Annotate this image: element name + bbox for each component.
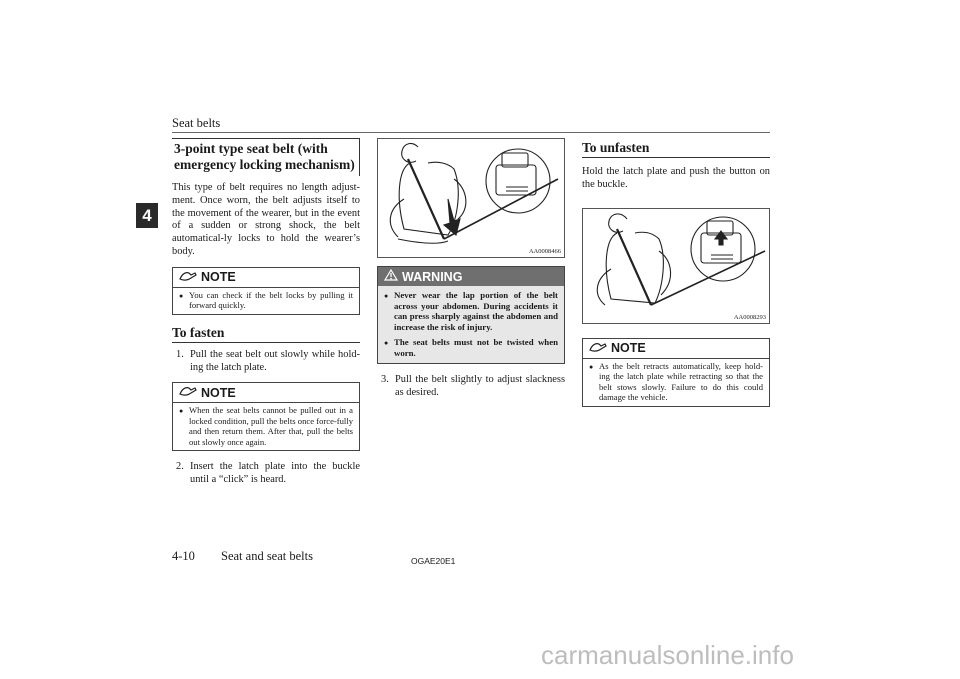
- section-heading-box: [172, 138, 360, 176]
- bullet-icon: ●: [589, 362, 594, 371]
- bullet-icon: ●: [179, 407, 184, 416]
- note-title: [173, 383, 359, 403]
- footer-doc-code: OGAE20E1: [411, 556, 456, 566]
- note-label: NOTE: [611, 341, 646, 356]
- subheading-to-fasten: To fasten: [172, 325, 360, 343]
- note-hand-icon: [589, 341, 607, 356]
- chapter-tab: 4: [136, 203, 158, 228]
- note-hand-icon: [179, 385, 197, 400]
- figure-code: AA0008293: [733, 313, 766, 321]
- step-1: 1. Pull the seat belt out slowly while hold-ing the latch plate.: [176, 348, 360, 373]
- subheading-to-unfasten: To unfasten: [582, 140, 770, 158]
- note-label: NOTE: [201, 385, 236, 400]
- note-item: ● As the belt retracts automatically, keep hold-ing the latch plate while retracting so that the belt stows slowly. Failure to do this could damage the vehicle.: [589, 360, 763, 403]
- warning-box: [377, 266, 565, 364]
- note-item: ● When the seat belts cannot be pulled out in a locked condition, pull the belts once force-fully and then return them. After that, pull the belts out slowly once again.: [179, 405, 353, 447]
- note-box-3: [582, 338, 770, 407]
- figure-unfasten-illustration: [582, 208, 770, 324]
- column-3: [582, 138, 770, 417]
- figure-code: AA0008466: [528, 248, 561, 255]
- note-title: [173, 268, 359, 288]
- column-2: [377, 138, 565, 400]
- warning-label: WARNING: [402, 269, 463, 284]
- note-title: [583, 339, 769, 359]
- note-hand-icon: [179, 270, 197, 285]
- footer-section-title: Seat and seat belts: [221, 549, 313, 563]
- note-item: ● You can check if the belt locks by pulling it forward quickly.: [179, 289, 353, 311]
- seatbelt-fasten-illustration: [378, 139, 564, 257]
- note-label: NOTE: [201, 270, 236, 285]
- warning-item-1: ● Never wear the lap portion of the belt across your abdomen. During accidents it can press sharply against the abdomen and increase the risk of injury.: [384, 290, 558, 332]
- bullet-icon: ●: [179, 291, 184, 300]
- note-box-2: [172, 382, 360, 451]
- bullet-icon: ●: [384, 292, 389, 300]
- section-heading-line-1: 3-point type seat belt (with: [174, 141, 328, 156]
- intro-paragraph: This type of belt requires no length adjust-ment. Once worn, the belt adjusts itself to the movement of the wearer, but in the event of a sudden or strong shock, the belt automatical-ly locks to hold the wearer’s body.: [172, 182, 360, 257]
- footer-page-number: 4-10: [172, 549, 195, 563]
- bullet-icon: ●: [384, 339, 389, 347]
- warning-triangle-icon: [384, 269, 398, 284]
- warning-title: [378, 267, 564, 286]
- unfasten-paragraph: Hold the latch plate and push the button on the buckle.: [582, 166, 770, 190]
- section-heading-line-2: emergency locking mechanism): [174, 157, 355, 172]
- running-header: Seat belts: [172, 116, 221, 130]
- watermark: carmanualsonline.info: [541, 640, 794, 670]
- step-2: 2. Insert the latch plate into the buckle until a “click” is heard.: [176, 461, 360, 486]
- column-1: [172, 138, 360, 487]
- header-rule: [172, 132, 770, 133]
- note-box: [172, 267, 360, 315]
- figure-fasten-illustration: [377, 138, 565, 258]
- seatbelt-unfasten-illustration: [583, 209, 769, 323]
- warning-item-2: ● The seat belts must not be twisted when worn.: [384, 337, 558, 358]
- step-3: 3. Pull the belt slightly to adjust slackness as desired.: [381, 374, 565, 398]
